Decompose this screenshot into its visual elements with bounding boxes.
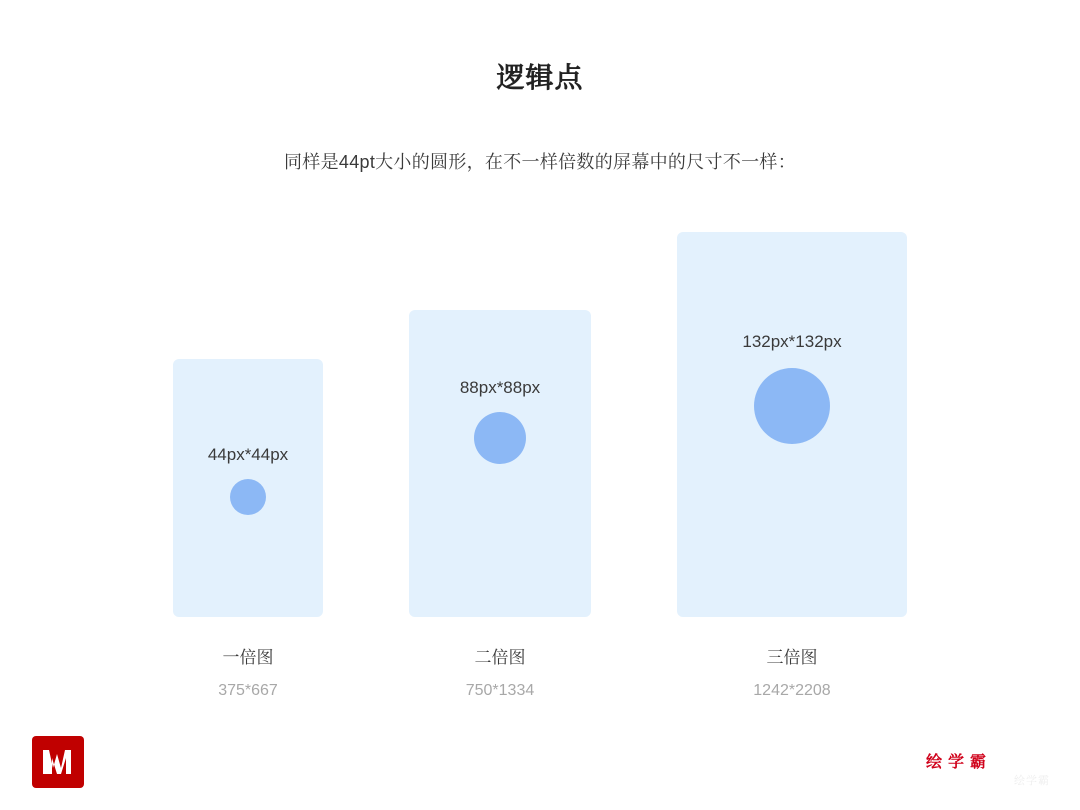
dot-size-label: 88px*88px xyxy=(459,378,541,397)
device-card-1x xyxy=(173,359,323,700)
device-comparison-group xyxy=(0,232,1080,700)
device-caption: 二倍图 xyxy=(474,648,526,667)
circle-shape xyxy=(474,412,526,464)
dot-size-label: 132px*132px xyxy=(742,332,842,351)
circle-shape xyxy=(754,368,830,444)
device-card-3x xyxy=(677,232,907,700)
device-caption: 一倍图 xyxy=(222,648,274,667)
watermark-text: 绘学霸 xyxy=(1014,775,1050,787)
brand-text: 绘学霸 xyxy=(925,754,992,771)
device-resolution: 1242*2208 xyxy=(753,682,831,699)
device-resolution: 375*667 xyxy=(218,682,278,699)
device-screen-3x xyxy=(677,232,907,617)
page-subtitle: 同样是44pt大小的圆形，在不一样倍数的屏幕中的尺寸不一样： xyxy=(283,152,797,172)
device-resolution: 750*1334 xyxy=(465,682,535,699)
device-caption: 三倍图 xyxy=(766,648,818,667)
dot-size-label: 44px*44px xyxy=(207,445,289,464)
circle-shape xyxy=(230,479,266,515)
device-screen-1x xyxy=(173,359,323,617)
device-screen-2x xyxy=(409,310,591,617)
device-card-2x xyxy=(409,310,591,700)
brand-logo-icon xyxy=(32,736,84,788)
page-title: 逻辑点 xyxy=(496,62,584,93)
